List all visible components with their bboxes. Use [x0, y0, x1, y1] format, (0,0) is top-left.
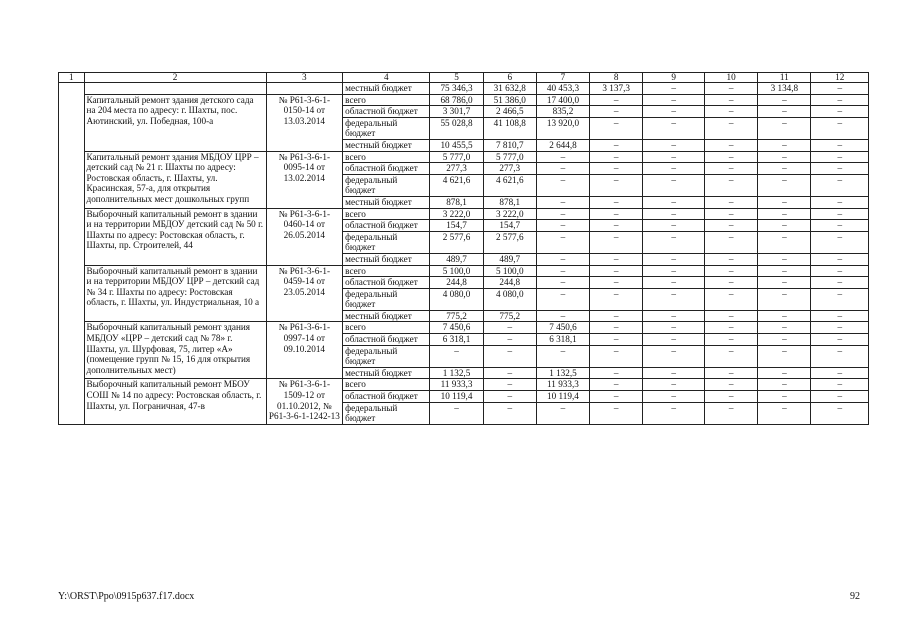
- value-cell: 835,2: [536, 106, 589, 118]
- value-cell: –: [758, 322, 811, 334]
- value-cell: 5 100,0: [430, 265, 483, 277]
- value-cell: –: [643, 334, 705, 346]
- value-cell: 3 222,0: [430, 208, 483, 220]
- value-cell: –: [811, 83, 869, 95]
- value-cell: –: [705, 83, 758, 95]
- value-cell: –: [590, 220, 643, 232]
- funding-source-cell: областной бюджет: [343, 106, 430, 118]
- value-cell: –: [811, 310, 869, 322]
- project-description: Капитальный ремонт здания детского сада на 204 места по адресу: г. Шахты, пос. Аютинский, ул. Победная, 100-а: [84, 94, 266, 151]
- project-document-number: № Р61-3-6-1-0459-14 от 23.05.2014: [266, 265, 343, 322]
- table-row: [59, 83, 869, 95]
- value-cell: 244,8: [483, 277, 536, 289]
- table-row: [59, 94, 869, 106]
- footer-file-path: Y:\ORST\Ppo\0915p637.f17.docx: [58, 591, 195, 602]
- value-cell: –: [758, 163, 811, 175]
- value-cell: –: [811, 367, 869, 379]
- funding-source-cell: всего: [343, 94, 430, 106]
- value-cell: –: [811, 106, 869, 118]
- value-cell: 2 577,6: [430, 231, 483, 253]
- value-cell: –: [590, 231, 643, 253]
- value-cell: 4 080,0: [430, 288, 483, 310]
- value-cell: 244,8: [430, 277, 483, 289]
- value-cell: –: [705, 174, 758, 196]
- value-cell: 878,1: [430, 196, 483, 208]
- value-cell: –: [643, 196, 705, 208]
- value-cell: –: [643, 208, 705, 220]
- funding-source-cell: федеральный бюджет: [343, 174, 430, 196]
- document-cell: [266, 83, 343, 95]
- funding-source-cell: федеральный бюджет: [343, 231, 430, 253]
- value-cell: –: [758, 277, 811, 289]
- value-cell: –: [758, 208, 811, 220]
- value-cell: –: [811, 220, 869, 232]
- value-cell: 3 301,7: [430, 106, 483, 118]
- value-cell: 277,3: [430, 163, 483, 175]
- value-cell: –: [590, 253, 643, 265]
- project-document-number: № Р61-3-6-1-0460-14 от 26.05.2014: [266, 208, 343, 265]
- value-cell: –: [811, 288, 869, 310]
- project-document-number: № Р61-3-6-1-0150-14 от 13.03.2014: [266, 94, 343, 151]
- value-cell: –: [758, 253, 811, 265]
- value-cell: 154,7: [483, 220, 536, 232]
- value-cell: –: [536, 288, 589, 310]
- value-cell: –: [590, 117, 643, 139]
- value-cell: –: [643, 322, 705, 334]
- value-cell: –: [643, 117, 705, 139]
- funding-source-cell: местный бюджет: [343, 310, 430, 322]
- value-cell: –: [705, 288, 758, 310]
- value-cell: –: [758, 220, 811, 232]
- value-cell: –: [811, 345, 869, 367]
- value-cell: –: [705, 322, 758, 334]
- value-cell: –: [643, 106, 705, 118]
- value-cell: –: [643, 367, 705, 379]
- value-cell: –: [536, 265, 589, 277]
- value-cell: –: [705, 367, 758, 379]
- value-cell: –: [590, 277, 643, 289]
- value-cell: –: [811, 94, 869, 106]
- value-cell: –: [536, 277, 589, 289]
- table-row: [59, 151, 869, 163]
- value-cell: 7 450,6: [536, 322, 589, 334]
- value-cell: 3 222,0: [483, 208, 536, 220]
- value-cell: 4 080,0: [483, 288, 536, 310]
- value-cell: –: [811, 322, 869, 334]
- value-cell: 4 621,6: [483, 174, 536, 196]
- value-cell: –: [758, 379, 811, 391]
- column-number: 9: [643, 73, 705, 83]
- value-cell: –: [811, 117, 869, 139]
- value-cell: –: [643, 139, 705, 151]
- value-cell: –: [758, 117, 811, 139]
- value-cell: 17 400,0: [536, 94, 589, 106]
- value-cell: –: [483, 367, 536, 379]
- value-cell: –: [590, 94, 643, 106]
- funding-source-cell: всего: [343, 322, 430, 334]
- value-cell: 3 134,8: [758, 83, 811, 95]
- value-cell: –: [483, 402, 536, 424]
- value-cell: 4 621,6: [430, 174, 483, 196]
- funding-source-cell: всего: [343, 151, 430, 163]
- funding-source-cell: местный бюджет: [343, 196, 430, 208]
- value-cell: –: [483, 379, 536, 391]
- value-cell: –: [590, 334, 643, 346]
- value-cell: –: [705, 265, 758, 277]
- value-cell: –: [643, 163, 705, 175]
- value-cell: –: [811, 391, 869, 403]
- value-cell: –: [643, 277, 705, 289]
- value-cell: –: [758, 288, 811, 310]
- column-number: 1: [59, 73, 85, 83]
- value-cell: –: [536, 151, 589, 163]
- value-cell: –: [643, 253, 705, 265]
- project-description: Капитальный ремонт здания МБДОУ ЦРР – детский сад № 21 г. Шахты по адресу: Ростовская область, г. Шахты, ул. Красинская, 57-а, для открытия дополнительных мест дошкольных групп: [84, 151, 266, 208]
- funding-source-cell: всего: [343, 208, 430, 220]
- value-cell: –: [705, 253, 758, 265]
- value-cell: –: [811, 334, 869, 346]
- value-cell: –: [536, 231, 589, 253]
- funding-source-cell: всего: [343, 379, 430, 391]
- value-cell: 7 810,7: [483, 139, 536, 151]
- funding-source-cell: местный бюджет: [343, 139, 430, 151]
- value-cell: –: [643, 310, 705, 322]
- value-cell: –: [536, 208, 589, 220]
- value-cell: 5 777,0: [483, 151, 536, 163]
- value-cell: 5 777,0: [430, 151, 483, 163]
- project-description: Выборочный капитальный ремонт МБОУ СОШ № 14 по адресу: Ростовская область, г. Шахты, ул. Пограничная, 47-в: [84, 379, 266, 424]
- table-row: [59, 208, 869, 220]
- value-cell: –: [590, 163, 643, 175]
- project-document-number: № Р61-3-6-1-1509-12 от 01.10.2012, № Р61-3-6-1-1242-13: [266, 379, 343, 424]
- description-cell: [84, 83, 266, 95]
- value-cell: –: [811, 277, 869, 289]
- column-number: 3: [266, 73, 343, 83]
- value-cell: –: [590, 174, 643, 196]
- value-cell: –: [590, 196, 643, 208]
- funding-source-cell: всего: [343, 265, 430, 277]
- value-cell: –: [536, 253, 589, 265]
- value-cell: 10 455,5: [430, 139, 483, 151]
- value-cell: –: [643, 288, 705, 310]
- value-cell: –: [758, 231, 811, 253]
- value-cell: 6 318,1: [430, 334, 483, 346]
- column-number-row: [59, 73, 869, 83]
- value-cell: –: [705, 402, 758, 424]
- value-cell: –: [811, 151, 869, 163]
- value-cell: –: [590, 345, 643, 367]
- value-cell: –: [536, 174, 589, 196]
- funding-source-cell: местный бюджет: [343, 83, 430, 95]
- value-cell: –: [705, 345, 758, 367]
- value-cell: 10 119,4: [430, 391, 483, 403]
- column-number: 8: [590, 73, 643, 83]
- column-number: 2: [84, 73, 266, 83]
- value-cell: 6 318,1: [536, 334, 589, 346]
- table-row: [59, 322, 869, 334]
- value-cell: –: [705, 151, 758, 163]
- value-cell: 41 108,8: [483, 117, 536, 139]
- value-cell: –: [811, 265, 869, 277]
- value-cell: –: [590, 322, 643, 334]
- value-cell: 11 933,3: [430, 379, 483, 391]
- funding-source-cell: федеральный бюджет: [343, 288, 430, 310]
- value-cell: –: [536, 220, 589, 232]
- value-cell: –: [590, 151, 643, 163]
- value-cell: –: [705, 231, 758, 253]
- value-cell: –: [811, 402, 869, 424]
- value-cell: –: [643, 231, 705, 253]
- value-cell: 10 119,4: [536, 391, 589, 403]
- value-cell: –: [758, 391, 811, 403]
- value-cell: –: [536, 402, 589, 424]
- column-number: 7: [536, 73, 589, 83]
- value-cell: 51 386,0: [483, 94, 536, 106]
- value-cell: –: [483, 322, 536, 334]
- value-cell: –: [758, 367, 811, 379]
- value-cell: –: [643, 265, 705, 277]
- value-cell: –: [705, 208, 758, 220]
- value-cell: 277,3: [483, 163, 536, 175]
- funding-source-cell: областной бюджет: [343, 163, 430, 175]
- value-cell: –: [705, 310, 758, 322]
- value-cell: –: [643, 151, 705, 163]
- value-cell: –: [758, 345, 811, 367]
- value-cell: –: [758, 265, 811, 277]
- column-number: 4: [343, 73, 430, 83]
- value-cell: 1 132,5: [536, 367, 589, 379]
- value-cell: 775,2: [483, 310, 536, 322]
- column-number: 10: [705, 73, 758, 83]
- funding-source-cell: областной бюджет: [343, 391, 430, 403]
- table-row: [59, 379, 869, 391]
- value-cell: –: [705, 163, 758, 175]
- value-cell: –: [811, 139, 869, 151]
- value-cell: –: [643, 174, 705, 196]
- project-description: Выборочный капитальный ремонт в здании и на территории МБДОУ ЦРР – детский сад № 34 г. Шахты по адресу: Ростовская область, г. Шахты, ул. Индустриальная, 10 а: [84, 265, 266, 322]
- value-cell: –: [811, 379, 869, 391]
- value-cell: –: [705, 117, 758, 139]
- value-cell: –: [643, 220, 705, 232]
- value-cell: –: [590, 379, 643, 391]
- funding-source-cell: федеральный бюджет: [343, 345, 430, 367]
- value-cell: 75 346,3: [430, 83, 483, 95]
- value-cell: –: [705, 106, 758, 118]
- value-cell: –: [590, 265, 643, 277]
- value-cell: –: [811, 174, 869, 196]
- footer-page-number: 92: [850, 591, 860, 602]
- value-cell: –: [590, 208, 643, 220]
- value-cell: –: [758, 310, 811, 322]
- value-cell: –: [758, 174, 811, 196]
- value-cell: 154,7: [430, 220, 483, 232]
- value-cell: 31 632,8: [483, 83, 536, 95]
- value-cell: 55 028,8: [430, 117, 483, 139]
- table-row: [59, 265, 869, 277]
- value-cell: –: [811, 163, 869, 175]
- value-cell: –: [590, 139, 643, 151]
- value-cell: 13 920,0: [536, 117, 589, 139]
- value-cell: –: [536, 345, 589, 367]
- value-cell: 5 100,0: [483, 265, 536, 277]
- value-cell: 68 786,0: [430, 94, 483, 106]
- value-cell: –: [590, 391, 643, 403]
- value-cell: –: [758, 106, 811, 118]
- value-cell: 1 132,5: [430, 367, 483, 379]
- value-cell: –: [811, 208, 869, 220]
- value-cell: –: [430, 402, 483, 424]
- value-cell: –: [590, 288, 643, 310]
- funding-source-cell: местный бюджет: [343, 253, 430, 265]
- funding-source-cell: областной бюджет: [343, 277, 430, 289]
- funding-source-cell: областной бюджет: [343, 334, 430, 346]
- value-cell: –: [811, 253, 869, 265]
- value-cell: –: [758, 334, 811, 346]
- value-cell: –: [758, 94, 811, 106]
- value-cell: –: [705, 379, 758, 391]
- value-cell: –: [758, 402, 811, 424]
- funding-source-cell: местный бюджет: [343, 367, 430, 379]
- value-cell: 7 450,6: [430, 322, 483, 334]
- value-cell: –: [483, 345, 536, 367]
- column-number: 12: [811, 73, 869, 83]
- column-number: 11: [758, 73, 811, 83]
- funding-source-cell: областной бюджет: [343, 220, 430, 232]
- value-cell: –: [705, 94, 758, 106]
- funding-source-cell: федеральный бюджет: [343, 117, 430, 139]
- value-cell: –: [643, 94, 705, 106]
- value-cell: 11 933,3: [536, 379, 589, 391]
- value-cell: –: [590, 402, 643, 424]
- value-cell: 40 453,3: [536, 83, 589, 95]
- value-cell: –: [643, 83, 705, 95]
- project-document-number: № Р61-3-6-1-0095-14 от 13.02.2014: [266, 151, 343, 208]
- value-cell: –: [536, 163, 589, 175]
- value-cell: –: [705, 196, 758, 208]
- value-cell: –: [590, 310, 643, 322]
- value-cell: –: [643, 391, 705, 403]
- value-cell: –: [536, 196, 589, 208]
- value-cell: –: [643, 345, 705, 367]
- value-cell: –: [705, 391, 758, 403]
- value-cell: 2 644,8: [536, 139, 589, 151]
- value-cell: –: [430, 345, 483, 367]
- value-cell: –: [483, 334, 536, 346]
- value-cell: –: [705, 220, 758, 232]
- value-cell: 878,1: [483, 196, 536, 208]
- value-cell: –: [705, 277, 758, 289]
- value-cell: –: [705, 139, 758, 151]
- budget-table: [58, 72, 869, 425]
- value-cell: 489,7: [483, 253, 536, 265]
- value-cell: 3 137,3: [590, 83, 643, 95]
- value-cell: –: [643, 379, 705, 391]
- project-description: Выборочный капитальный ремонт здания МБДОУ «ЦРР – детский сад № 78» г. Шахты, ул. Шурфовая, 75, литер «А» (помещение групп № 15, 16 для открытия дополнительных мест): [84, 322, 266, 379]
- value-cell: –: [811, 196, 869, 208]
- value-cell: –: [536, 310, 589, 322]
- value-cell: –: [705, 334, 758, 346]
- value-cell: –: [483, 391, 536, 403]
- value-cell: –: [758, 196, 811, 208]
- value-cell: –: [811, 231, 869, 253]
- value-cell: 489,7: [430, 253, 483, 265]
- value-cell: –: [758, 151, 811, 163]
- value-cell: –: [643, 402, 705, 424]
- column-number: 5: [430, 73, 483, 83]
- value-cell: 775,2: [430, 310, 483, 322]
- project-description: Выборочный капитальный ремонт в здании и на территории МБДОУ детский сад № 50 г. Шахты по адресу: Ростовская область, г. Шахты, пр. Строителей, 44: [84, 208, 266, 265]
- value-cell: 2 466,5: [483, 106, 536, 118]
- column-number: 6: [483, 73, 536, 83]
- value-cell: –: [590, 106, 643, 118]
- row-number-cell: [59, 83, 85, 425]
- value-cell: 2 577,6: [483, 231, 536, 253]
- value-cell: –: [590, 367, 643, 379]
- value-cell: –: [758, 139, 811, 151]
- project-document-number: № Р61-3-6-1-0997-14 от 09.10.2014: [266, 322, 343, 379]
- funding-source-cell: федеральный бюджет: [343, 402, 430, 424]
